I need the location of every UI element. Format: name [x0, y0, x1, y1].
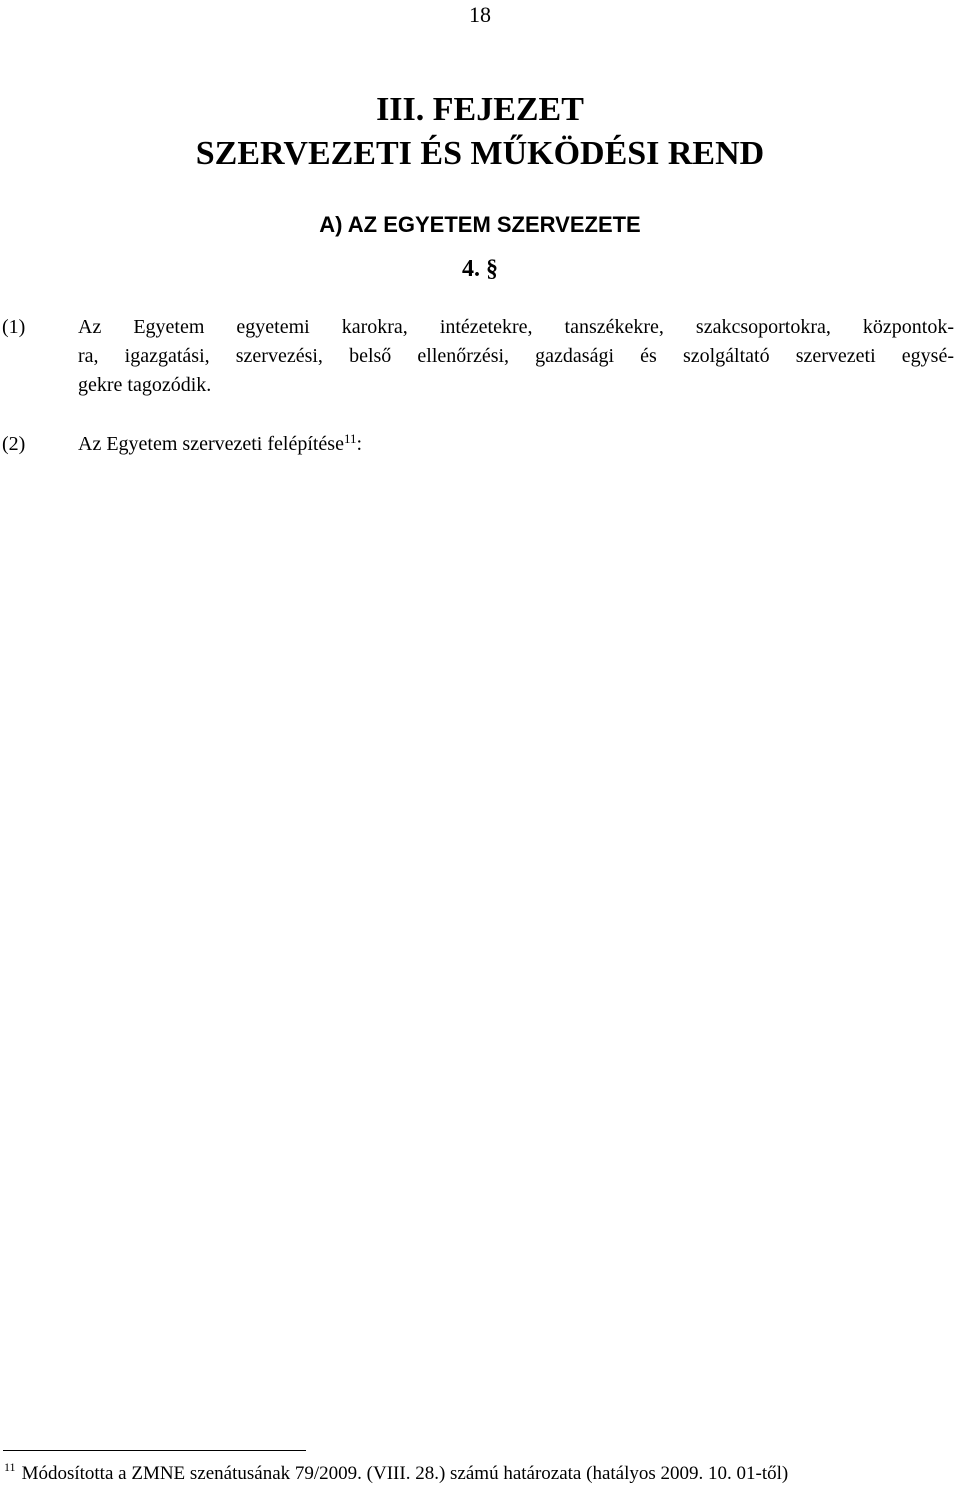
chapter-title — [0, 88, 960, 176]
footnote-reference[interactable]: 11 — [343, 431, 357, 446]
chapter-name: SZERVEZETI ÉS MŰKÖDÉSI REND — [195, 135, 765, 172]
paragraph-number: (1) — [2, 316, 26, 338]
paragraph-suffix: : — [356, 433, 363, 455]
page-number: 18 — [469, 2, 491, 27]
paragraph-mark: 4. § — [462, 256, 498, 282]
paragraph-line: ra, igazgatási, szervezési, belső ellenőrzési, gazdasági és szolgáltató szervezeti egysé- — [78, 345, 954, 367]
paragraph-line: Az Egyetem egyetemi karokra, intézetekre, tanszékekre, szakcsoportokra, központok- — [78, 316, 954, 338]
footnote-number: 11 — [4, 1460, 16, 1474]
footnote-divider — [3, 1450, 306, 1451]
paragraph-line — [78, 433, 362, 456]
chapter-number: III. FEJEZET — [376, 91, 584, 128]
section-heading: A) AZ EGYETEM SZERVEZETE — [319, 212, 641, 237]
footnote — [4, 1460, 789, 1485]
paragraph-number: (2) — [2, 433, 26, 455]
paragraph-text: Az Egyetem szervezeti felépítése — [78, 433, 344, 455]
footnote-text: Módosította a ZMNE szenátusának 79/2009. (VIII. 28.) számú határozata (hatályos 2009. 10. 01-től) — [21, 1463, 789, 1484]
paragraph-line: gekre tagozódik. — [78, 374, 212, 396]
